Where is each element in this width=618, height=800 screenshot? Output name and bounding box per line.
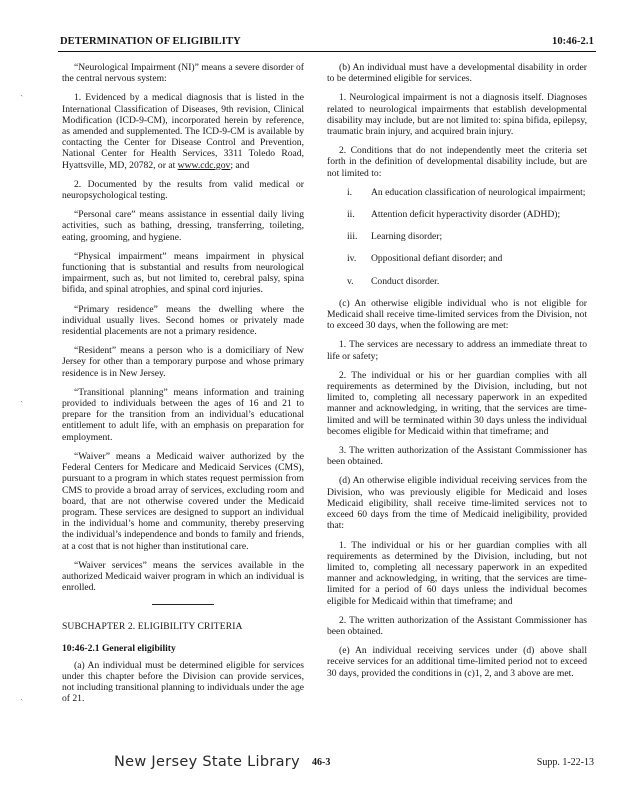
header-title: DETERMINATION OF ELIGIBILITY	[60, 36, 241, 47]
list-item	[327, 187, 587, 198]
page-footer	[62, 754, 594, 772]
paragraph-c-1: 1. The services are necessary to address an immediate threat to life or safety;	[327, 339, 587, 362]
list-item-text: Oppositional defiant disorder; and	[371, 253, 503, 265]
definition-item-2: 2. Documented by the results from valid medical or neuropsychological testing.	[62, 178, 304, 202]
page-number: 46-3	[312, 757, 331, 768]
left-column	[62, 62, 304, 713]
definition-primary-residence: “Primary residence” means the dwelling where the individual usually lives. Second homes or privately made residential placements are not a primary residence.	[62, 303, 304, 338]
section-heading: 10:46-2.1 General eligibility	[62, 642, 176, 654]
paragraph-c-2: 2. The individual or his or her guardian complies with all requirements as determined by the Division, including, but not limited to, completing all necessary paperwork in an expedited manner and acknowledging, in writing, that the services are time-limited and will be terminated within 30 days unless the individual becomes eligible for Medicaid within that timeframe; and	[327, 369, 587, 437]
margin-mark: ˏ	[20, 86, 24, 97]
list-item-number: v.	[347, 275, 354, 287]
margin-mark: ˏ	[20, 690, 24, 701]
paragraph-d-2: 2. The written authorization of the Assistant Commissioner has been obtained.	[327, 614, 587, 637]
list-item	[327, 231, 587, 242]
definition-physical-impairment: “Physical impairment” means impairment in physical functioning that is substantial and results from neurological impairment, such as, but not limited to, cerebral palsy, spina bifida, and spinal atrophies, and spinal cord injuries.	[62, 250, 304, 296]
header-rule	[58, 51, 596, 52]
list-item-number: i.	[347, 186, 353, 198]
definition-item-1-tail: ; and	[230, 159, 250, 171]
definition-personal-care: “Personal care” means assistance in essential daily living activities, such as bathing, dressing, transferring, toileting, eating, grooming, and hygiene.	[62, 209, 304, 243]
definition-waiver-services: “Waiver services” means the services available in the authorized Medicaid waiver program in which an individual is enrolled.	[62, 559, 304, 594]
cdc-link[interactable]: www.cdc.gov	[177, 159, 231, 171]
header-section-number: 10:46-2.1	[551, 36, 594, 47]
definition-resident: “Resident” means a person who is a domiciliary of New Jersey for other than a temporary purpose and whose primary residence is in New Jersey.	[62, 345, 304, 379]
definition-item-1-text: 1. Evidenced by a medical diagnosis that is listed in the International Classification of Diseases, 9th revision, Clinical Modification (ICD-9-CM), incorporated herein by reference, as amended and supplemented. The ICD-9-CM is available by contacting the Center for Disease Control and Prevention, National Center for Health Services, 3311 Toledo Road, Hyattsville, MD, 20782, or at	[62, 92, 304, 171]
list-item-text: Conduct disorder.	[371, 275, 440, 287]
library-watermark: New Jersey State Library	[114, 754, 300, 770]
paragraph-b: (b) An individual must have a developmental disability in order to be determined eligible for services.	[327, 62, 587, 85]
margin-mark: ˏ	[20, 392, 24, 403]
list-item-text: Attention deficit hyperactivity disorder (ADHD);	[371, 209, 561, 221]
paragraph-a: (a) An individual must be determined eligible for services under this chapter before the Division can provide services, not including transitional planning to individuals under the age of 21.	[62, 659, 304, 705]
section-divider	[152, 604, 214, 605]
supplement-date: Supp. 1-22-13	[536, 757, 594, 768]
definition-waiver: “Waiver” means a Medicaid waiver authorized by the Federal Centers for Medicare and Medicaid Services (CMS), pursuant to a program in which states request permission from CMS to provide a broad array of services, excluding room and board, that are not otherwise covered under the Medicaid program. These services are designed to support an individual in the individual’s home and community, thereby preserving the individual’s independence and bonds to family and friends, at a cost that is not higher than institutional care.	[62, 450, 304, 552]
definition-neurological-impairment: “Neurological Impairment (NI)” means a severe disorder of the central nervous system:	[62, 62, 304, 85]
paragraph-d-1: 1. The individual or his or her guardian complies with all requirements as determined by the Division, including, but not limited to, completing all necessary paperwork in an expedited manner and acknowledging, in writing, that the services are time-limited for a period of 60 days unless the individual becomes eligible for Medicaid within that timeframe; and	[327, 539, 587, 607]
right-column	[327, 62, 587, 687]
paragraph-b-2: 2. Conditions that do not independently meet the criteria set forth in the definition of developmental disability include, but are not limited to:	[327, 145, 587, 179]
paragraph-c: (c) An otherwise eligible individual who is not eligible for Medicaid shall receive time-limited services from the Division, not to exceed 30 days, when the following are met:	[327, 297, 587, 332]
list-item-text: An education classification of neurological impairment;	[371, 186, 586, 198]
list-item-number: iv.	[347, 253, 357, 265]
list-item	[327, 209, 587, 220]
definition-item-1	[62, 92, 304, 170]
list-item-text: Learning disorder;	[371, 231, 443, 243]
subchapter-heading: SUBCHAPTER 2. ELIGIBILITY CRITERIA	[62, 621, 243, 633]
paragraph-d: (d) An otherwise eligible individual receiving services from the Division, who was previously eligible for Medicaid and loses Medicaid eligibility, shall receive time-limited services not to exceed 60 days from the time of Medicaid ineligibility, provided that:	[327, 475, 587, 532]
paragraph-c-3: 3. The written authorization of the Assistant Commissioner has been obtained.	[327, 445, 587, 468]
list-item	[327, 253, 587, 264]
definition-transitional-planning: “Transitional planning” means information and training provided to individuals between the ages of 16 and 21 to prepare for the transition from an individual’s educational entitlement to adult life, with an emphasis on preparation for employment.	[62, 386, 304, 443]
paragraph-b-1: 1. Neurological impairment is not a diagnosis itself. Diagnoses related to neurological impairments that establish developmental disability may include, but are not limited to: spina bifida, epilepsy, traumatic brain injury, and acquired brain injury.	[327, 92, 587, 138]
running-header	[60, 36, 594, 50]
list-item-number: ii.	[347, 209, 355, 221]
list-item-number: iii.	[347, 231, 358, 243]
list-item	[327, 276, 587, 287]
paragraph-e: (e) An individual receiving services under (d) above shall receive services for an additional time-limited period not to exceed 30 days, provided the conditions in (c)1, 2, and 3 above are met.	[327, 645, 587, 679]
